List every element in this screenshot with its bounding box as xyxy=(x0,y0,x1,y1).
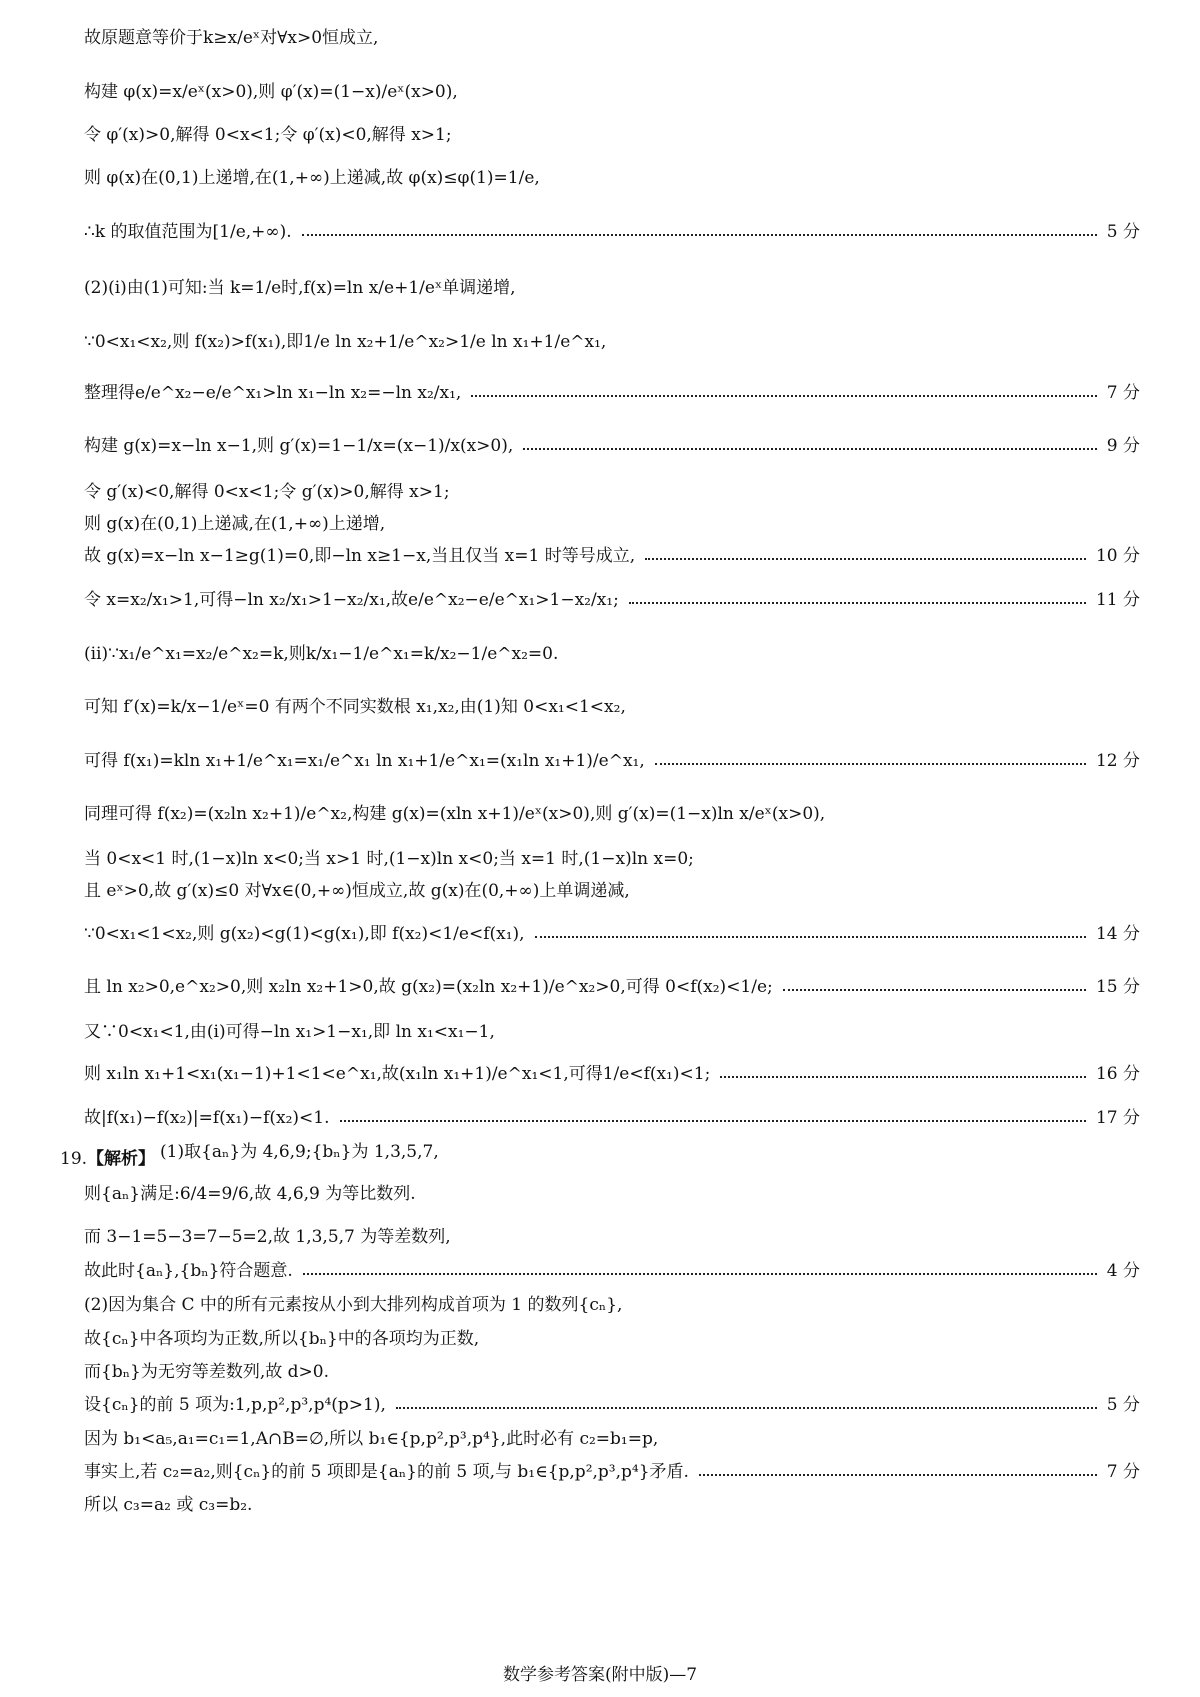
solution-line: 且 eˣ>0,故 g′(x)≤0 对∀x∈(0,+∞)恒成立,故 g(x)在(0,+∞)上单调递减, xyxy=(84,881,630,901)
solution-line: 设{cₙ}的前 5 项为:1,p,p²,p³,p⁴(p>1), 5 分 xyxy=(84,1395,1140,1415)
dot-leader xyxy=(645,558,1086,560)
solution-line: 而{bₙ}为无穷等差数列,故 d>0. xyxy=(84,1362,330,1382)
dot-leader xyxy=(396,1407,1097,1409)
solution-line: 故|f(x₁)−f(x₂)|=f(x₁)−f(x₂)<1. 17 分 xyxy=(84,1108,1140,1128)
solution-line: 可得 f(x₁)=kln x₁+1/e^x₁=x₁/e^x₁ ln x₁+1/e^x₁=(x₁ln x₁+1)/e^x₁, 12 分 xyxy=(84,751,1140,771)
solution-line: 因为 b₁<a₅,a₁=c₁=1,A∩B=∅,所以 b₁∈{p,p²,p³,p⁴},此时必有 c₂=b₁=p, xyxy=(84,1429,659,1449)
dot-leader xyxy=(340,1120,1086,1122)
solution-line: 所以 c₃=a₂ 或 c₃=b₂. xyxy=(84,1495,253,1515)
solution-line: 故{cₙ}中各项均为正数,所以{bₙ}中的各项均为正数, xyxy=(84,1329,480,1349)
solution-line: 则{aₙ}满足:6/4=9/6,故 4,6,9 为等比数列. xyxy=(84,1184,416,1204)
score-label: 4 分 xyxy=(1106,1261,1140,1281)
dot-leader xyxy=(655,763,1086,765)
solution-line: 又∵0<x₁<1,由(ⅰ)可得−ln x₁>1−x₁,即 ln x₁<x₁−1, xyxy=(84,1022,495,1042)
page-footer: 数学参考答案(附中版)—7 xyxy=(502,1665,698,1685)
score-label: 12 分 xyxy=(1095,751,1140,771)
solution-line: 当 0<x<1 时,(1−x)ln x<0;当 x>1 时,(1−x)ln x<0;当 x=1 时,(1−x)ln x=0; xyxy=(84,849,694,869)
dot-leader xyxy=(783,989,1086,991)
solution-line: (2)(ⅰ)由(1)可知:当 k=1/e时,f(x)=ln x/e+1/eˣ单调递增, xyxy=(84,278,516,298)
solution-line: 令 g′(x)<0,解得 0<x<1;令 g′(x)>0,解得 x>1; xyxy=(84,482,450,502)
solution-line: 事实上,若 c₂=a₂,则{cₙ}的前 5 项即是{aₙ}的前 5 项,与 b₁∈{p,p²,p³,p⁴}矛盾. 7 分 xyxy=(84,1462,1140,1482)
solution-line: 则 x₁ln x₁+1<x₁(x₁−1)+1<1<e^x₁,故(x₁ln x₁+1)/e^x₁<1,可得1/e<f(x₁)<1; 16 分 xyxy=(84,1064,1140,1084)
solution-line: 故此时{aₙ},{bₙ}符合题意. 4 分 xyxy=(84,1261,1140,1281)
dot-leader xyxy=(303,1273,1097,1275)
dot-leader xyxy=(523,448,1096,450)
dot-leader xyxy=(471,395,1096,397)
dot-leader xyxy=(699,1474,1097,1476)
solution-line: (1)取{aₙ}为 4,6,9;{bₙ}为 1,3,5,7, xyxy=(160,1142,439,1162)
score-label: 16 分 xyxy=(1095,1064,1140,1084)
solution-line: 同理可得 f(x₂)=(x₂ln x₂+1)/e^x₂,构建 g(x)=(xln x+1)/eˣ(x>0),则 g′(x)=(1−x)ln x/eˣ(x>0), xyxy=(84,804,826,824)
solution-line: 可知 f′(x)=k/x−1/eˣ=0 有两个不同实数根 x₁,x₂,由(1)知 0<x₁<1<x₂, xyxy=(84,697,626,717)
score-label: 15 分 xyxy=(1095,977,1140,997)
solution-line: 故原题意等价于k≥x/eˣ对∀x>0恒成立, xyxy=(84,28,379,48)
solution-line: 故 g(x)=x−ln x−1≥g(1)=0,即−ln x≥1−x,当且仅当 x=1 时等号成立, 10 分 xyxy=(84,546,1140,566)
analysis-label: 【解析】 xyxy=(87,1149,156,1169)
score-label: 17 分 xyxy=(1095,1108,1140,1128)
dot-leader xyxy=(302,234,1097,236)
dot-leader xyxy=(629,602,1086,604)
score-label: 7 分 xyxy=(1106,383,1140,403)
dot-leader xyxy=(720,1076,1086,1078)
solution-line: 构建 φ(x)=x/eˣ(x>0),则 φ′(x)=(1−x)/eˣ(x>0), xyxy=(84,82,458,102)
question-number: 19.【解析】 xyxy=(60,1149,156,1169)
solution-line: 则 g(x)在(0,1)上递减,在(1,+∞)上递增, xyxy=(84,514,386,534)
solution-line: 而 3−1=5−3=7−5=2,故 1,3,5,7 为等差数列, xyxy=(84,1227,451,1247)
score-label: 11 分 xyxy=(1095,590,1140,610)
solution-line: 令 x=x₂/x₁>1,可得−ln x₂/x₁>1−x₂/x₁,故e/e^x₂−e/e^x₁>1−x₂/x₁; 11 分 xyxy=(84,590,1140,610)
solution-line: 且 ln x₂>0,e^x₂>0,则 x₂ln x₂+1>0,故 g(x₂)=(x₂ln x₂+1)/e^x₂>0,可得 0<f(x₂)<1/e; 15 分 xyxy=(84,977,1140,997)
solution-line: 则 φ(x)在(0,1)上递增,在(1,+∞)上递减,故 φ(x)≤φ(1)=1/e, xyxy=(84,168,540,188)
solution-line: 令 φ′(x)>0,解得 0<x<1;令 φ′(x)<0,解得 x>1; xyxy=(84,125,452,145)
solution-line: (ⅱ)∵x₁/e^x₁=x₂/e^x₂=k,则k/x₁−1/e^x₁=k/x₂−1/e^x₂=0. xyxy=(84,644,559,664)
solution-line: 构建 g(x)=x−ln x−1,则 g′(x)=1−1/x=(x−1)/x(x>0), 9 分 xyxy=(84,436,1140,456)
solution-line: (2)因为集合 C 中的所有元素按从小到大排列构成首项为 1 的数列{cₙ}, xyxy=(84,1295,623,1315)
solution-line: ∴k 的取值范围为[1/e,+∞). 5 分 xyxy=(84,222,1140,242)
score-label: 10 分 xyxy=(1095,546,1140,566)
solution-line: ∵0<x₁<1<x₂,则 g(x₂)<g(1)<g(x₁),即 f(x₂)<1/e<f(x₁), 14 分 xyxy=(84,924,1140,944)
score-label: 5 分 xyxy=(1106,222,1140,242)
solution-line: ∵0<x₁<x₂,则 f(x₂)>f(x₁),即1/e ln x₂+1/e^x₂>1/e ln x₁+1/e^x₁, xyxy=(84,332,607,352)
solution-line: 整理得e/e^x₂−e/e^x₁>ln x₁−ln x₂=−ln x₂/x₁, 7 分 xyxy=(84,383,1140,403)
score-label: 5 分 xyxy=(1106,1395,1140,1415)
score-label: 7 分 xyxy=(1106,1462,1140,1482)
score-label: 14 分 xyxy=(1095,924,1140,944)
score-label: 9 分 xyxy=(1106,436,1140,456)
dot-leader xyxy=(535,936,1086,938)
